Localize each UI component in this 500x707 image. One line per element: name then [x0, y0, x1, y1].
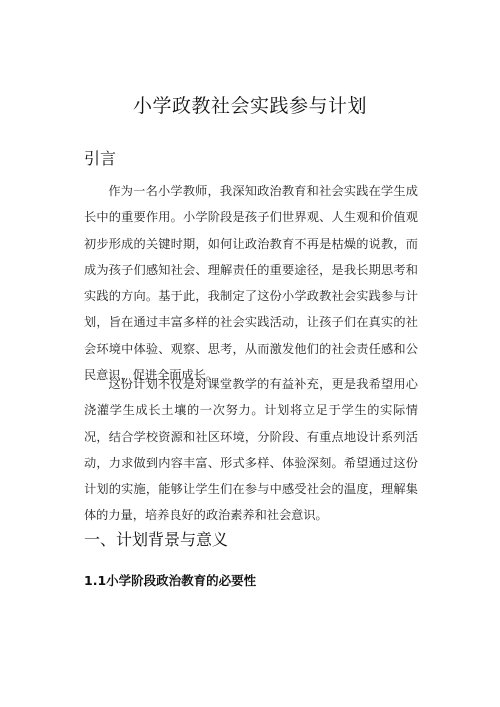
subsection-heading-necessity: 1.1小学阶段政治教育的必要性	[84, 573, 257, 588]
section-heading-background: 一、计划背景与意义	[84, 530, 229, 549]
document-title: 小学政教社会实践参与计划	[132, 95, 367, 117]
section-heading-intro: 引言	[84, 149, 117, 168]
intro-paragraph-2: 这份计划不仅是对课堂教学的有益补充，更是我希望用心浇灌学生成长土壤的一次努力。计划将立足于学生的实际情况，结合学校资源和社区环境，分阶段、有重点地设计系列活动，力求做到内容丰富、形式多样、体验深刻。希望通过这份计划的实施，能够让学生们在参与中感受社会的温度，理解集体的力量，培养良好的政治素养和社会意识。	[84, 377, 418, 523]
intro-paragraph-1: 作为一名小学教师，我深知政治教育和社会实践在学生成长中的重要作用。小学阶段是孩子们世界观、人生观和价值观初步形成的关键时期，如何让政治教育不再是枯燥的说教，而成为孩子们感知社会、理解责任的重要途径，是我长期思考和实践的方向。基于此，我制定了这份小学政教社会实践参与计划，旨在通过丰富多样的社会实践活动，让孩子们在真实的社会环境中体验、观察、思考，从而激发他们的社会责任感和公民意识，促进全面成长。	[84, 184, 418, 383]
